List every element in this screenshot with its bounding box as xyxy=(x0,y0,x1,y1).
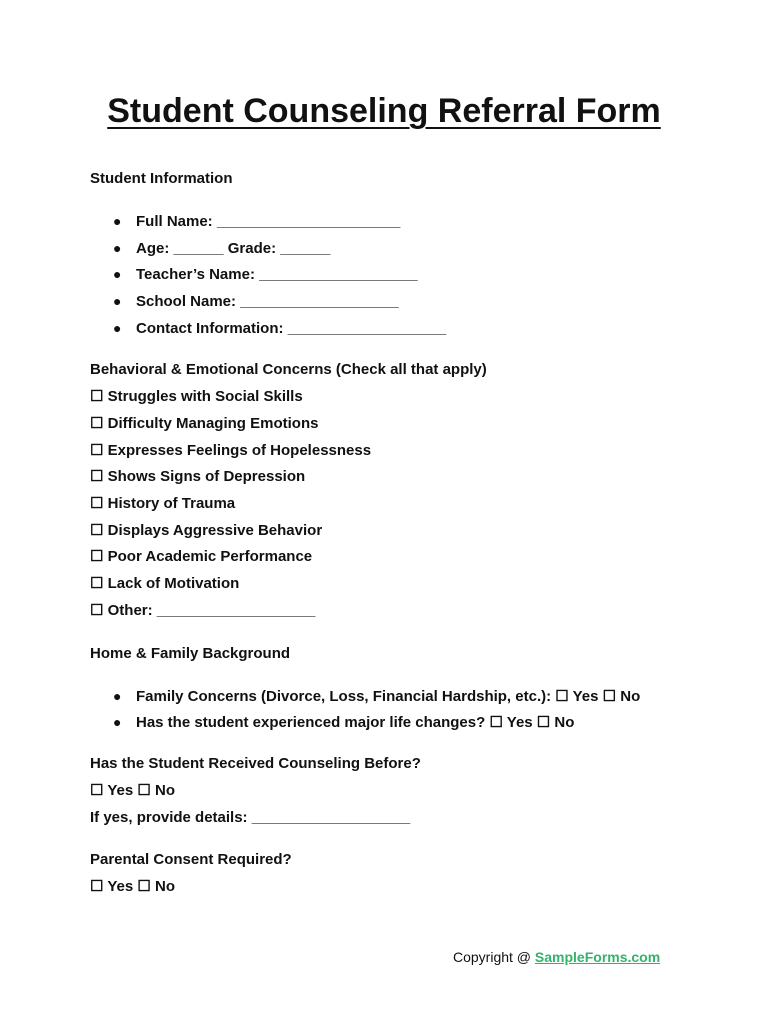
concern-checkbox-managing-emotions[interactable]: ☐ Difficulty Managing Emotions xyxy=(90,415,319,432)
student-age-grade-field[interactable]: Age: ______ Grade: ______ xyxy=(136,240,331,257)
list-item xyxy=(113,713,574,732)
sampleforms-link[interactable]: SampleForms.com xyxy=(534,949,661,965)
list-item xyxy=(113,265,418,284)
prior-counseling-yes-no[interactable]: ☐ Yes ☐ No xyxy=(90,782,175,799)
bullet-icon: ● xyxy=(113,293,122,309)
bullet-icon: ● xyxy=(113,320,122,336)
student-info-heading: Student Information xyxy=(90,170,233,187)
concern-checkbox-social-skills[interactable]: ☐ Struggles with Social Skills xyxy=(90,388,303,405)
page-title: Student Counseling Referral Form xyxy=(107,92,661,130)
school-name-field[interactable]: School Name: ___________________ xyxy=(136,293,399,310)
life-changes-yes-no[interactable]: Has the student experienced major life changes? ☐ Yes ☐ No xyxy=(136,714,575,731)
concern-checkbox-aggressive-behavior[interactable]: ☐ Displays Aggressive Behavior xyxy=(90,522,323,539)
prior-counseling-details-field[interactable]: If yes, provide details: ___________________ xyxy=(90,809,411,826)
list-item xyxy=(113,319,446,338)
bullet-icon: ● xyxy=(113,688,122,704)
teacher-name-field[interactable]: Teacher’s Name: ___________________ xyxy=(136,266,418,283)
concern-checkbox-hopelessness[interactable]: ☐ Expresses Feelings of Hopelessness xyxy=(90,442,372,459)
concern-checkbox-depression[interactable]: ☐ Shows Signs of Depression xyxy=(90,468,306,485)
concern-checkbox-trauma[interactable]: ☐ History of Trauma xyxy=(90,495,236,512)
home-family-heading: Home & Family Background xyxy=(90,645,291,662)
concern-checkbox-academic-performance[interactable]: ☐ Poor Academic Performance xyxy=(90,548,313,565)
bullet-icon: ● xyxy=(113,213,122,229)
list-item xyxy=(113,687,640,706)
family-concerns-yes-no[interactable]: Family Concerns (Divorce, Loss, Financial Hardship, etc.): ☐ Yes ☐ No xyxy=(136,688,641,705)
concern-checkbox-other[interactable]: ☐ Other: ___________________ xyxy=(90,602,316,619)
bullet-icon: ● xyxy=(113,714,122,730)
contact-information-field[interactable]: Contact Information: ___________________ xyxy=(136,320,447,337)
list-item xyxy=(113,212,400,231)
bullet-icon: ● xyxy=(113,266,122,282)
copyright-text: Copyright @ xyxy=(453,949,535,965)
bullet-icon: ● xyxy=(113,240,122,256)
concerns-heading: Behavioral & Emotional Concerns (Check all that apply) xyxy=(90,361,487,378)
student-full-name-field[interactable]: Full Name: ______________________ xyxy=(136,213,401,230)
concern-checkbox-motivation[interactable]: ☐ Lack of Motivation xyxy=(90,575,240,592)
copyright-footer xyxy=(453,949,660,965)
list-item xyxy=(113,292,399,311)
parental-consent-yes-no[interactable]: ☐ Yes ☐ No xyxy=(90,878,175,895)
parental-consent-heading: Parental Consent Required? xyxy=(90,851,292,868)
list-item xyxy=(113,239,330,258)
prior-counseling-heading: Has the Student Received Counseling Before? xyxy=(90,755,421,772)
